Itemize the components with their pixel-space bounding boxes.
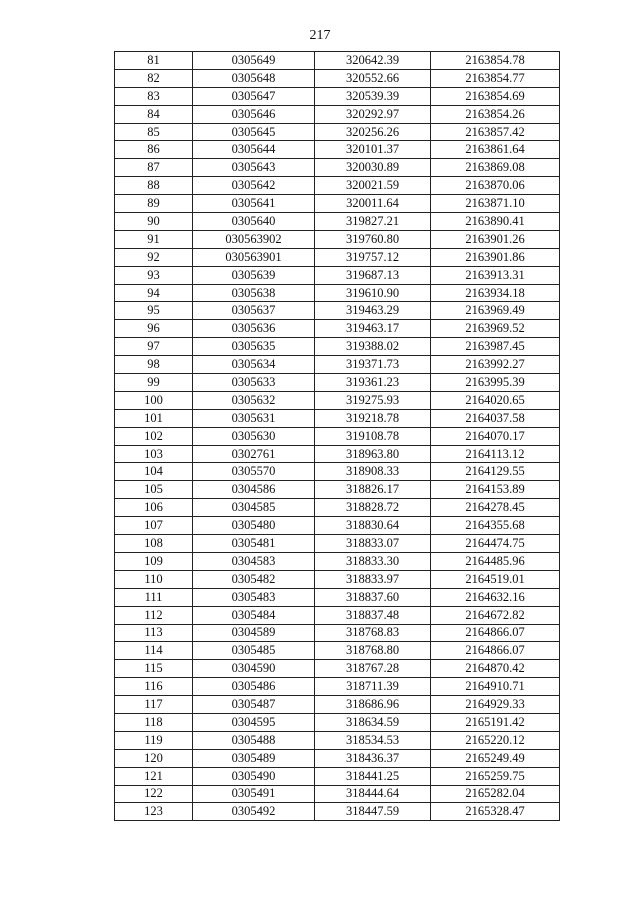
coordinates-table <box>114 51 560 821</box>
point-id-cell: 0305636 <box>193 320 315 338</box>
x-coordinate-cell: 320021.59 <box>315 177 431 195</box>
y-coordinate-cell: 2163854.69 <box>431 87 560 105</box>
point-number-cell: 98 <box>115 356 193 374</box>
y-coordinate-cell: 2165282.04 <box>431 785 560 803</box>
point-id-cell: 0305646 <box>193 105 315 123</box>
table-row <box>115 463 560 481</box>
table-row <box>115 535 560 553</box>
x-coordinate-cell: 319108.78 <box>315 427 431 445</box>
x-coordinate-cell: 319218.78 <box>315 409 431 427</box>
x-coordinate-cell: 319760.80 <box>315 230 431 248</box>
point-id-cell: 0305634 <box>193 356 315 374</box>
point-id-cell: 0305482 <box>193 570 315 588</box>
point-id-cell: 0305638 <box>193 284 315 302</box>
table-row <box>115 177 560 195</box>
point-number-cell: 91 <box>115 230 193 248</box>
y-coordinate-cell: 2164153.89 <box>431 481 560 499</box>
table-row <box>115 391 560 409</box>
x-coordinate-cell: 320101.37 <box>315 141 431 159</box>
point-id-cell: 0305485 <box>193 642 315 660</box>
x-coordinate-cell: 320030.89 <box>315 159 431 177</box>
x-coordinate-cell: 319361.23 <box>315 374 431 392</box>
y-coordinate-cell: 2163913.31 <box>431 266 560 284</box>
x-coordinate-cell: 318908.33 <box>315 463 431 481</box>
table-row <box>115 642 560 660</box>
point-number-cell: 113 <box>115 624 193 642</box>
point-number-cell: 95 <box>115 302 193 320</box>
point-id-cell: 0305632 <box>193 391 315 409</box>
point-id-cell: 0305645 <box>193 123 315 141</box>
point-id-cell: 0305480 <box>193 517 315 535</box>
point-id-cell: 0305487 <box>193 696 315 714</box>
table-row <box>115 517 560 535</box>
x-coordinate-cell: 318826.17 <box>315 481 431 499</box>
point-id-cell: 0302761 <box>193 445 315 463</box>
x-coordinate-cell: 319275.93 <box>315 391 431 409</box>
table-row <box>115 499 560 517</box>
point-id-cell: 0305635 <box>193 338 315 356</box>
point-id-cell: 0305649 <box>193 52 315 70</box>
point-id-cell: 0305491 <box>193 785 315 803</box>
point-id-cell: 0305642 <box>193 177 315 195</box>
point-number-cell: 116 <box>115 678 193 696</box>
point-id-cell: 0305483 <box>193 588 315 606</box>
point-number-cell: 119 <box>115 731 193 749</box>
point-id-cell: 0304585 <box>193 499 315 517</box>
y-coordinate-cell: 2163861.64 <box>431 141 560 159</box>
x-coordinate-cell: 319463.17 <box>315 320 431 338</box>
point-id-cell: 0305640 <box>193 213 315 231</box>
table-row <box>115 570 560 588</box>
table-row <box>115 606 560 624</box>
point-number-cell: 103 <box>115 445 193 463</box>
point-id-cell: 0305492 <box>193 803 315 821</box>
x-coordinate-cell: 318447.59 <box>315 803 431 821</box>
x-coordinate-cell: 319827.21 <box>315 213 431 231</box>
point-number-cell: 112 <box>115 606 193 624</box>
table-row <box>115 678 560 696</box>
y-coordinate-cell: 2164129.55 <box>431 463 560 481</box>
point-id-cell: 0305631 <box>193 409 315 427</box>
x-coordinate-cell: 319388.02 <box>315 338 431 356</box>
point-number-cell: 105 <box>115 481 193 499</box>
point-number-cell: 117 <box>115 696 193 714</box>
x-coordinate-cell: 318828.72 <box>315 499 431 517</box>
point-id-cell: 0305486 <box>193 678 315 696</box>
y-coordinate-cell: 2165220.12 <box>431 731 560 749</box>
table-row <box>115 731 560 749</box>
x-coordinate-cell: 319757.12 <box>315 248 431 266</box>
point-number-cell: 99 <box>115 374 193 392</box>
point-number-cell: 107 <box>115 517 193 535</box>
table-row <box>115 624 560 642</box>
table-row <box>115 141 560 159</box>
point-number-cell: 88 <box>115 177 193 195</box>
y-coordinate-cell: 2165328.47 <box>431 803 560 821</box>
point-id-cell: 0305484 <box>193 606 315 624</box>
y-coordinate-cell: 2163969.49 <box>431 302 560 320</box>
y-coordinate-cell: 2164929.33 <box>431 696 560 714</box>
point-number-cell: 123 <box>115 803 193 821</box>
x-coordinate-cell: 320011.64 <box>315 195 431 213</box>
point-id-cell: 0304590 <box>193 660 315 678</box>
page-number: 217 <box>309 28 331 43</box>
point-id-cell: 0304589 <box>193 624 315 642</box>
table-row <box>115 374 560 392</box>
point-id-cell: 0304586 <box>193 481 315 499</box>
point-id-cell: 0305648 <box>193 69 315 87</box>
table-row <box>115 409 560 427</box>
point-number-cell: 101 <box>115 409 193 427</box>
point-number-cell: 102 <box>115 427 193 445</box>
point-number-cell: 109 <box>115 552 193 570</box>
point-number-cell: 122 <box>115 785 193 803</box>
point-number-cell: 110 <box>115 570 193 588</box>
x-coordinate-cell: 320256.26 <box>315 123 431 141</box>
y-coordinate-cell: 2164866.07 <box>431 624 560 642</box>
point-number-cell: 94 <box>115 284 193 302</box>
y-coordinate-cell: 2164672.82 <box>431 606 560 624</box>
point-number-cell: 104 <box>115 463 193 481</box>
x-coordinate-cell: 318686.96 <box>315 696 431 714</box>
y-coordinate-cell: 2163992.27 <box>431 356 560 374</box>
point-number-cell: 84 <box>115 105 193 123</box>
point-number-cell: 81 <box>115 52 193 70</box>
y-coordinate-cell: 2163870.06 <box>431 177 560 195</box>
x-coordinate-cell: 319371.73 <box>315 356 431 374</box>
point-id-cell: 0305481 <box>193 535 315 553</box>
point-number-cell: 96 <box>115 320 193 338</box>
point-id-cell: 0304595 <box>193 713 315 731</box>
table-row <box>115 445 560 463</box>
point-id-cell: 0305489 <box>193 749 315 767</box>
x-coordinate-cell: 320552.66 <box>315 69 431 87</box>
point-number-cell: 108 <box>115 535 193 553</box>
y-coordinate-cell: 2164519.01 <box>431 570 560 588</box>
point-number-cell: 92 <box>115 248 193 266</box>
y-coordinate-cell: 2165191.42 <box>431 713 560 731</box>
x-coordinate-cell: 318436.37 <box>315 749 431 767</box>
point-id-cell: 0305488 <box>193 731 315 749</box>
point-number-cell: 121 <box>115 767 193 785</box>
y-coordinate-cell: 2164113.12 <box>431 445 560 463</box>
x-coordinate-cell: 319687.13 <box>315 266 431 284</box>
point-number-cell: 86 <box>115 141 193 159</box>
y-coordinate-cell: 2163854.77 <box>431 69 560 87</box>
y-coordinate-cell: 2165249.49 <box>431 749 560 767</box>
table-row <box>115 320 560 338</box>
table-row <box>115 230 560 248</box>
x-coordinate-cell: 318767.28 <box>315 660 431 678</box>
x-coordinate-cell: 318634.59 <box>315 713 431 731</box>
point-id-cell: 0305643 <box>193 159 315 177</box>
table-row <box>115 588 560 606</box>
y-coordinate-cell: 2164910.71 <box>431 678 560 696</box>
y-coordinate-cell: 2164866.07 <box>431 642 560 660</box>
point-id-cell: 030563901 <box>193 248 315 266</box>
x-coordinate-cell: 320642.39 <box>315 52 431 70</box>
y-coordinate-cell: 2164278.45 <box>431 499 560 517</box>
x-coordinate-cell: 318711.39 <box>315 678 431 696</box>
table-row <box>115 427 560 445</box>
point-id-cell: 0304583 <box>193 552 315 570</box>
y-coordinate-cell: 2163857.42 <box>431 123 560 141</box>
point-id-cell: 0305633 <box>193 374 315 392</box>
point-number-cell: 114 <box>115 642 193 660</box>
table-row <box>115 123 560 141</box>
point-id-cell: 0305647 <box>193 87 315 105</box>
x-coordinate-cell: 320292.97 <box>315 105 431 123</box>
y-coordinate-cell: 2164485.96 <box>431 552 560 570</box>
point-number-cell: 87 <box>115 159 193 177</box>
y-coordinate-cell: 2165259.75 <box>431 767 560 785</box>
y-coordinate-cell: 2163854.78 <box>431 52 560 70</box>
point-number-cell: 93 <box>115 266 193 284</box>
table-row <box>115 749 560 767</box>
table-row <box>115 266 560 284</box>
x-coordinate-cell: 318830.64 <box>315 517 431 535</box>
y-coordinate-cell: 2163869.08 <box>431 159 560 177</box>
point-number-cell: 100 <box>115 391 193 409</box>
y-coordinate-cell: 2164355.68 <box>431 517 560 535</box>
point-id-cell: 0305490 <box>193 767 315 785</box>
point-number-cell: 82 <box>115 69 193 87</box>
point-number-cell: 118 <box>115 713 193 731</box>
table-row <box>115 195 560 213</box>
x-coordinate-cell: 318441.25 <box>315 767 431 785</box>
table-row <box>115 302 560 320</box>
table-row <box>115 52 560 70</box>
table-row <box>115 660 560 678</box>
table-row <box>115 213 560 231</box>
point-id-cell: 0305644 <box>193 141 315 159</box>
point-number-cell: 97 <box>115 338 193 356</box>
point-id-cell: 0305641 <box>193 195 315 213</box>
x-coordinate-cell: 318833.30 <box>315 552 431 570</box>
x-coordinate-cell: 318837.48 <box>315 606 431 624</box>
y-coordinate-cell: 2164632.16 <box>431 588 560 606</box>
table-row <box>115 105 560 123</box>
point-id-cell: 030563902 <box>193 230 315 248</box>
point-id-cell: 0305630 <box>193 427 315 445</box>
x-coordinate-cell: 319463.29 <box>315 302 431 320</box>
point-number-cell: 85 <box>115 123 193 141</box>
y-coordinate-cell: 2163934.18 <box>431 284 560 302</box>
x-coordinate-cell: 318768.83 <box>315 624 431 642</box>
y-coordinate-cell: 2163890.41 <box>431 213 560 231</box>
y-coordinate-cell: 2164020.65 <box>431 391 560 409</box>
x-coordinate-cell: 319610.90 <box>315 284 431 302</box>
y-coordinate-cell: 2164037.58 <box>431 409 560 427</box>
point-id-cell: 0305637 <box>193 302 315 320</box>
y-coordinate-cell: 2163901.26 <box>431 230 560 248</box>
table-row <box>115 87 560 105</box>
point-id-cell: 0305639 <box>193 266 315 284</box>
table-row <box>115 69 560 87</box>
x-coordinate-cell: 318768.80 <box>315 642 431 660</box>
x-coordinate-cell: 318837.60 <box>315 588 431 606</box>
point-number-cell: 106 <box>115 499 193 517</box>
table-row <box>115 356 560 374</box>
y-coordinate-cell: 2163901.86 <box>431 248 560 266</box>
x-coordinate-cell: 318534.53 <box>315 731 431 749</box>
x-coordinate-cell: 318963.80 <box>315 445 431 463</box>
table-row <box>115 552 560 570</box>
coordinates-table-body <box>115 52 560 821</box>
table-row <box>115 713 560 731</box>
table-row <box>115 785 560 803</box>
y-coordinate-cell: 2164070.17 <box>431 427 560 445</box>
y-coordinate-cell: 2163969.52 <box>431 320 560 338</box>
y-coordinate-cell: 2164474.75 <box>431 535 560 553</box>
y-coordinate-cell: 2163995.39 <box>431 374 560 392</box>
point-number-cell: 120 <box>115 749 193 767</box>
table-row <box>115 248 560 266</box>
point-number-cell: 111 <box>115 588 193 606</box>
point-number-cell: 90 <box>115 213 193 231</box>
table-row <box>115 481 560 499</box>
table-row <box>115 338 560 356</box>
x-coordinate-cell: 318833.97 <box>315 570 431 588</box>
y-coordinate-cell: 2163871.10 <box>431 195 560 213</box>
x-coordinate-cell: 318444.64 <box>315 785 431 803</box>
table-row <box>115 696 560 714</box>
table-row <box>115 284 560 302</box>
point-number-cell: 115 <box>115 660 193 678</box>
point-number-cell: 89 <box>115 195 193 213</box>
table-row <box>115 159 560 177</box>
x-coordinate-cell: 320539.39 <box>315 87 431 105</box>
y-coordinate-cell: 2163854.26 <box>431 105 560 123</box>
y-coordinate-cell: 2164870.42 <box>431 660 560 678</box>
table-row <box>115 767 560 785</box>
y-coordinate-cell: 2163987.45 <box>431 338 560 356</box>
point-id-cell: 0305570 <box>193 463 315 481</box>
point-number-cell: 83 <box>115 87 193 105</box>
x-coordinate-cell: 318833.07 <box>315 535 431 553</box>
table-row <box>115 803 560 821</box>
